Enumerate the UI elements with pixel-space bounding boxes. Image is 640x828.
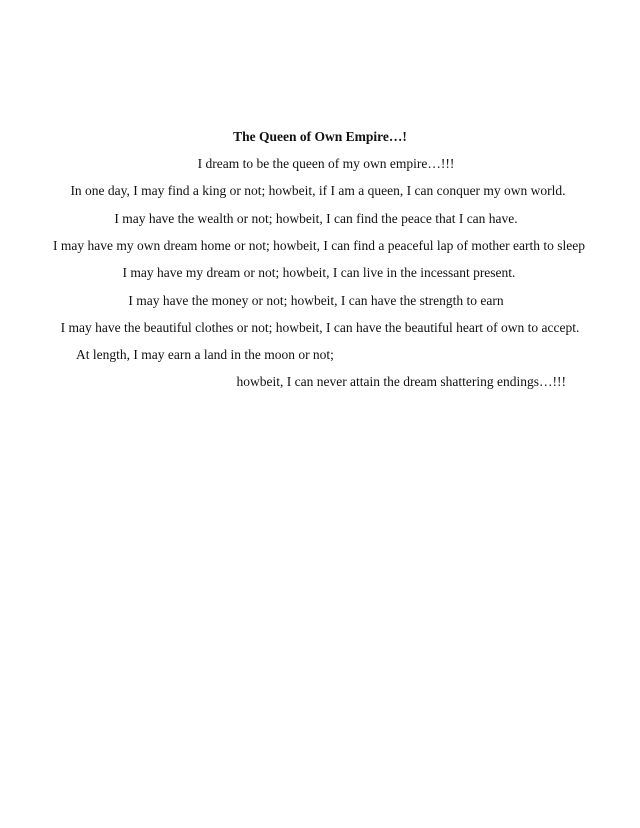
poem-line: I may have the money or not; howbeit, I can have the strength to earn	[128, 293, 504, 308]
poem-line: howbeit, I can never attain the dream shattering endings…!!!	[236, 374, 566, 389]
poem-line: I may have my dream or not; howbeit, I can live in the incessant present.	[122, 265, 516, 280]
poem-line: I may have my own dream home or not; howbeit, I can find a peaceful lap of mother earth to sleep	[53, 238, 585, 253]
poem-line: At length, I may earn a land in the moon or not;	[76, 347, 334, 362]
poem-title: The Queen of Own Empire…!	[233, 129, 407, 144]
poem-line: I may have the beautiful clothes or not; howbeit, I can have the beautiful heart of own to accept.	[60, 320, 580, 335]
poem-line: I may have the wealth or not; howbeit, I can find the peace that I can have.	[114, 211, 518, 226]
poem-line: I dream to be the queen of my own empire…!!!	[197, 156, 455, 171]
poem-line: In one day, I may find a king or not; howbeit, if I am a queen, I can conquer my own world.	[70, 183, 566, 198]
